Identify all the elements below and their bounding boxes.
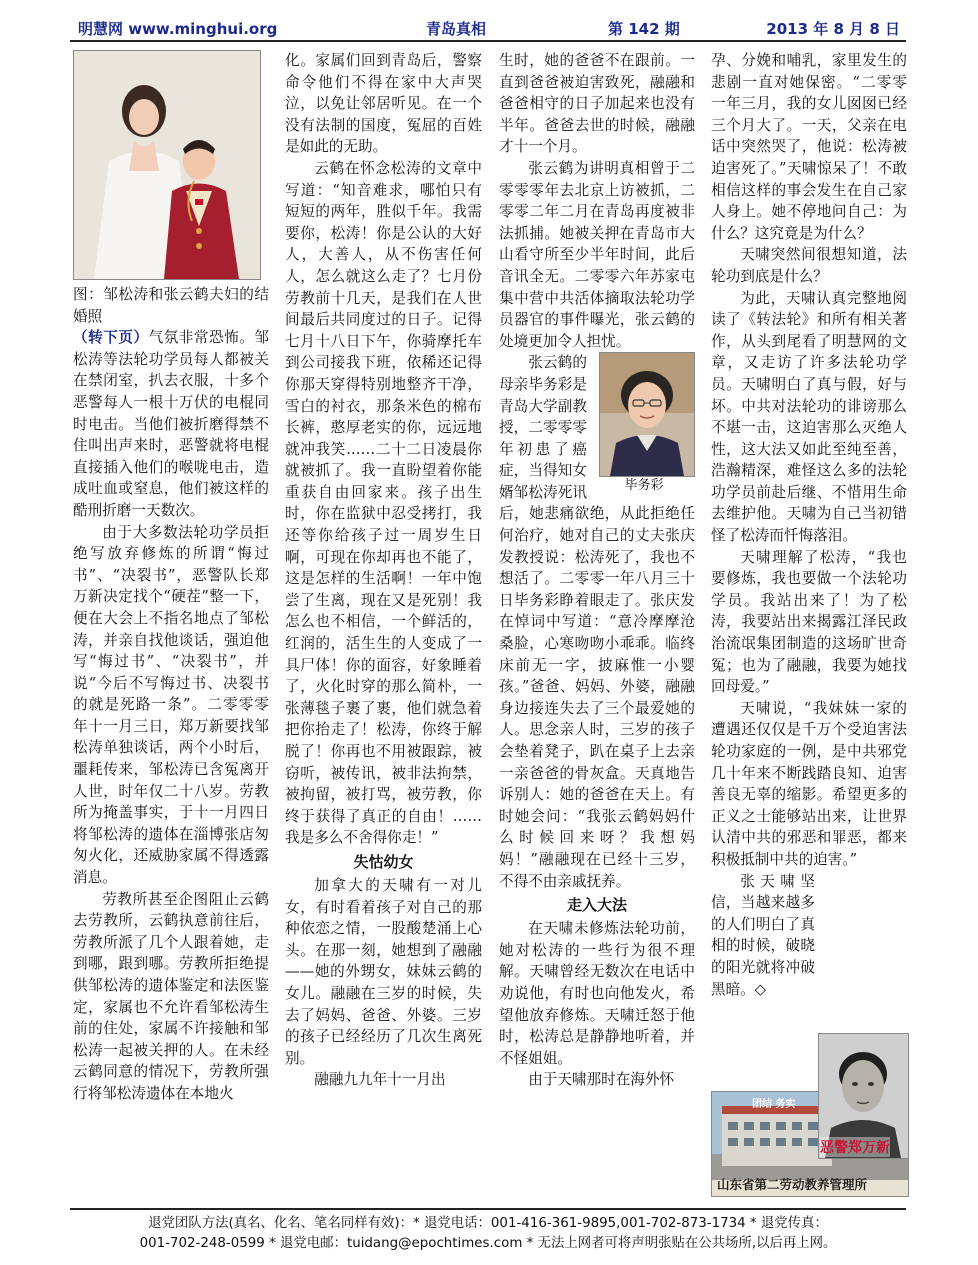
- issue-date: 2013 年 8 月 8 日: [766, 20, 900, 38]
- paragraph: 张云鹤为讲明真相曾于二零零零年去北京上访被抓，二零零二年二月在青岛再度被非法抓捕。她被关押在青岛市大山看守所至少半年时间，此后音讯全无。二零零六年苏家屯集中营中共活体摘取法轮功学员器官的事件曝光，张云鹤的处境更加令人担忧。: [499, 159, 695, 350]
- continued-marker: （转下页）: [73, 329, 149, 347]
- article-column-3: [499, 50, 695, 1203]
- section-heading: 失怙幼女: [353, 852, 414, 871]
- page-footer: [70, 1208, 906, 1254]
- continued-paragraph: [73, 327, 269, 521]
- building-sign: 团结 务实: [752, 1099, 796, 1110]
- paragraph: 生时，她的爸爸不在跟前。一直到爸爸被迫害致死，融融和爸爸相守的日子加起来也没有半年。爸爸去世的时候，融融才十一个月。: [499, 52, 695, 156]
- paragraph: 天啸突然间很想知道，法轮功到底是什么？: [711, 246, 907, 285]
- paragraph: 在天啸未修炼法轮功前，她对松涛的一些行为很不理解。天啸曾经无数次在电话中劝说他，有时也向他发火，希望他放弃修炼。天啸迁怒于他时，松涛总是静静地听着，并不怪姐姐。: [499, 920, 695, 1067]
- paragraph: 由于天啸那时在海外怀: [528, 1071, 675, 1089]
- bottom-right-images: [711, 1033, 907, 1195]
- paragraph: 为此，天啸认真完整地阅读了《转法轮》和所有相关著作，从头到尾看了明慧网的文章，又走访了许多法轮功学员。天啸明白了真与假，好与坏。中共对法轮功的诽谤那么不堪一击，这迫害那么灭绝人性，这大法又如此至纯至善，浩瀚精深，难怪这么多的法轮功学员前赴后继、不惜用生命去维护他。天啸为自己当初错怪了松涛而忏悔落泪。: [711, 289, 907, 545]
- site-name: 明慧网 www.minghui.org: [78, 20, 278, 38]
- footer-line-2: 001-702-248-0599 * 退党电邮：tuidang@epochtimes.com * 无法上网者可将声明张贴在公共场所,以后再上网。: [139, 1236, 837, 1251]
- paragraph: 加拿大的天啸有一对儿女，有时看着孩子对自己的那种依恋之情，一股酸楚涌上心头。在那一刻，她想到了融融——她的外甥女，妹妹云鹤的女儿。融融在三岁的时候，失去了妈妈、爸爸、外婆。三岁的孩子已经经历了几次生离死别。: [285, 876, 482, 1067]
- paragraph: 劳教所甚至企图阻止云鹤去劳教所，云鹤执意前往后，劳教所派了几个人跟着她，走到哪，跟到哪。劳教所拒绝提供邹松涛的遗体鉴定和法医鉴定，家属也不允许看邹松涛生前的住处，家属不许接触和邹松涛一起被关押的人。在未经云鹤同意的情况下，劳教所强行将邹松涛遗体在本地火: [73, 890, 269, 1102]
- paragraph: 融融九九年十一月出: [314, 1071, 446, 1089]
- paragraph: 云鹤在怀念松涛的文章中写道：“知音难求，哪怕只有短短的两年，胜似千年。我需要你，松涛！你是公认的大好人，大善人，从不伤害任何人，怎么就这么走了？七月份劳教前十几天，是我们在人世间最后共同度过的日子。记得七月十八日下午，你骑摩托车到公司接我下班，依稀还记得你那天穿得特别地整齐干净，雪白的衬衣，那条米色的棉布长裤，憨厚老实的你，远远地就冲我笑……二十二日凌晨你就被抓了。我一直盼望着你能重获自由回家来。孩子出生时，你在监狱中忍受拷打，我还等你给孩子过一周岁生日啊，可现在你却再也不能了，这是怎样的生活啊！一年中饱尝了生离，现在又是死别！我怎么也不相信，一个鲜活的，红润的，活生生的人变成了一具尸体！你的面容，好象睡着了，火化时穿的那么简朴，一张薄毯子裹了裹，他们就急着把你抬走了！松涛，你终于解脱了！你再也不用被跟踪，被窃听，被传讯，被非法拘禁，被拘留，被打骂，被劳教，你终于获得了真正的自由！……我是多么不舍得你走！”: [285, 159, 482, 847]
- photo-caption: 图：邹松涛和张云鹤夫妇的结婚照: [73, 286, 269, 325]
- paragraph: 孕、分娩和哺乳，家里发生的悲剧一直对她保密。“二零零一年三月，我的女儿囡囡已经三个月大了。一天，父亲在电话中突然哭了，他说：松涛被迫害死了。”天啸惊呆了！不敢相信这样的事会发生在自己家人身上。她不停地问自己：为什么？这究竟是为什么？: [711, 52, 907, 242]
- issue-number: 第 142 期: [608, 20, 680, 38]
- paragraph: 天啸说，“我妹妹一家的遭遇还仅仅是千万个受迫害法轮功家庭的一例，是中共邪党几十年来不断践踏良知、迫害善良无辜的缩影。希望更多的正义之士能够站出来，让世界认清中共的邪恶和罪恶，都来积极抵制中共的迫害。”: [711, 699, 907, 868]
- publication-title: 青岛真相: [426, 20, 487, 38]
- portrait-photo: [599, 352, 695, 477]
- wedding-photo: [73, 50, 261, 280]
- labor-camp-name: 山东省第二劳动教养管理所: [717, 1177, 868, 1192]
- article-column-1: [73, 50, 269, 1203]
- page-header: [70, 14, 906, 42]
- portrait-caption: 毕务彩: [624, 478, 664, 494]
- paragraph: 张云鹤的母亲毕务彩是青岛大学副教授，二零零零年初患了癌症，当得知女婿邹松涛死讯后，她悲痛欲绝，从此拒绝任何治疗，她对自己的丈夫张庆发教授说：松涛死了，我也不想活了。二零零一年八月三十日毕务彩睁着眼走了。张庆发在悼词中写道：“意冷摩摩沧桑脸，心寒吻吻小乖乖。临终床前无一字，披麻惟一小婴孩。”爸爸、妈妈、外婆，融融身边接连失去了三个最爱她的人。思念亲人时，三岁的孩子会垫着凳子，趴在桌子上去亲一亲爸爸的骨灰盒。天真地告诉别人：她的爸爸在天上。有时她会问：“我张云鹤妈妈什么时候回来呀？我想妈妈！”融融现在已经十三岁，不得不由亲戚抚养。: [499, 354, 695, 890]
- paragraph: 由于大多数法轮功学员拒绝写放弃修炼的所谓“悔过书”、“决裂书”，恶警队长郑万新决定找个“硬茬”整一下，便在大会上不指名地点了邹松涛，并亲自找他谈话，强迫他写“悔过书”、“决裂书”，并说“今后不写悔过书、决裂书的就是死路一条”。二零零零年十一月三日，郑万新要找邹松涛单独谈话，两个小时后，噩耗传来，邹松涛已含冤离开人世，时年仅二十八岁。劳教所为掩盖事实，于十一月四日将邹松涛的遗体在淄博张店匆匆火化，还威胁家属不得透露消息。: [73, 523, 269, 887]
- paragraph: 天啸理解了松涛，“我也要修炼，我也要做一个法轮功学员。我站出来了！为了松涛，我要站出来揭露江泽民政治流氓集团制造的这场旷世奇冤；也为了融融，我要为她找回母爱。”: [711, 548, 907, 696]
- paragraph: 化。家属们回到青岛后，警察命令他们不得在家中大声哭泣，以免让邻居听见。在一个没有法制的国度，冤屈的百姓是如此的无助。: [285, 52, 482, 156]
- paragraph-text: 气氛非常恐怖。邹松涛等法轮功学员每人都被关在禁闭室，扒去衣服，十多个恶警每人一根十万伏的电棍同时电击。当他们被折磨得禁不住叫出声来时，恶警就将电棍直接插入他们的喉咙电击，造成吐血或窒息，他们被这样的酷刑折磨一天数次。: [73, 329, 269, 519]
- article-column-4: [711, 50, 907, 1203]
- section-heading: 走入大法: [566, 896, 627, 915]
- article-column-2: [285, 50, 482, 1203]
- guard-name-label: 恶警郑万新: [820, 1137, 890, 1157]
- closing-paragraph: 张天啸坚信，当越来越多的人们明白了真相的时候，破晓的阳光就将冲破黑暗。◇: [711, 872, 815, 998]
- footer-line-1: 退党团队方法(真名、化名、笔名同样有效)：* 退党电话：001-416-361-9895,001-702-873-1734 * 退党传真：: [148, 1216, 828, 1231]
- portrait-figure: [593, 352, 695, 495]
